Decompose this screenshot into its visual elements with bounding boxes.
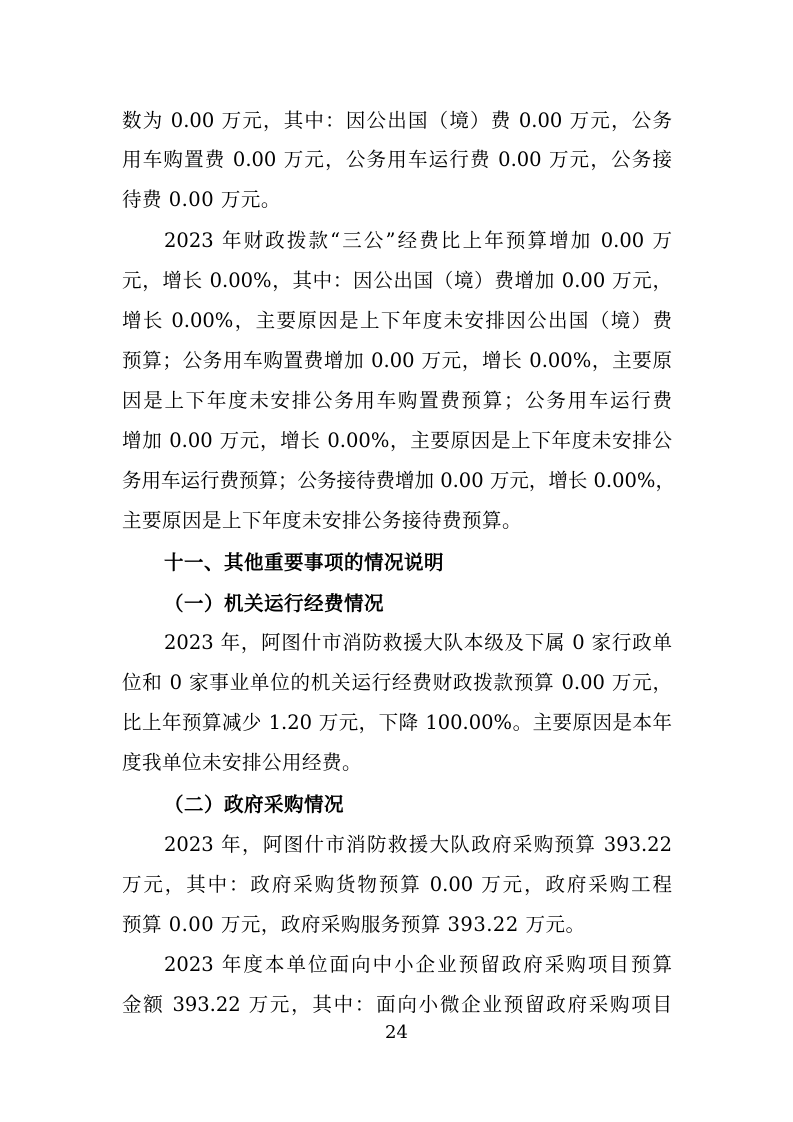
body-text-line: 因是上下年度未安排公务用车购置费预算；公务用车运行费 [122,389,672,412]
body-text-line: 数为 0.00 万元，其中：因公出国（境）费 0.00 万元，公务 [122,109,672,132]
body-text-line: 金额 393.22 万元，其中：面向小微企业预留政府采购项目 [122,993,672,1016]
body-text-line: 待费 0.00 万元。 [122,188,281,211]
body-text-line: 预算；公务用车购置费增加 0.00 万元，增长 0.00%，主要原 [122,349,672,372]
body-text-line: 预算 0.00 万元，政府采购服务预算 393.22 万元。 [122,913,586,936]
page-number: 24 [385,1022,408,1043]
body-text-line: 2023 年财政拨款“三公”经费比上年预算增加 0.00 万 [164,229,672,252]
body-text-line: 2023 年，阿图什市消防救援大队本级及下属 0 家行政单 [164,631,672,654]
body-text-line: 2023 年度本单位面向中小企业预留政府采购项目预算 [164,953,672,976]
subsection-heading: （二）政府采购情况 [164,793,345,816]
body-text-line: 比上年预算减少 1.20 万元，下降 100.00%。主要原因是本年 [122,711,672,734]
body-text-line: 务用车运行费预算；公务接待费增加 0.00 万元，增长 0.00%， [122,469,675,492]
body-text-line: 度我单位未安排公用经费。 [122,751,363,774]
body-text-line: 增长 0.00%，主要原因是上下年度未安排因公出国（境）费 [122,309,672,332]
body-text-line: 万元，其中：政府采购货物预算 0.00 万元，政府采购工程 [122,873,672,896]
body-text-line: 2023 年，阿图什市消防救援大队政府采购预算 393.22 [164,833,672,856]
body-text-line: 用车购置费 0.00 万元，公务用车运行费 0.00 万元，公务接 [122,148,672,171]
body-text-line: 位和 0 家事业单位的机关运行经费财政拨款预算 0.00 万元， [122,671,672,694]
section-heading: 十一、其他重要事项的情况说明 [164,551,445,574]
subsection-heading: （一）机关运行经费情况 [164,592,385,615]
body-text-line: 主要原因是上下年度未安排公务接待费预算。 [122,509,523,532]
body-text-line: 元，增长 0.00%，其中：因公出国（境）费增加 0.00 万元， [122,269,672,292]
body-text-line: 增加 0.00 万元，增长 0.00%，主要原因是上下年度未安排公 [122,429,672,452]
